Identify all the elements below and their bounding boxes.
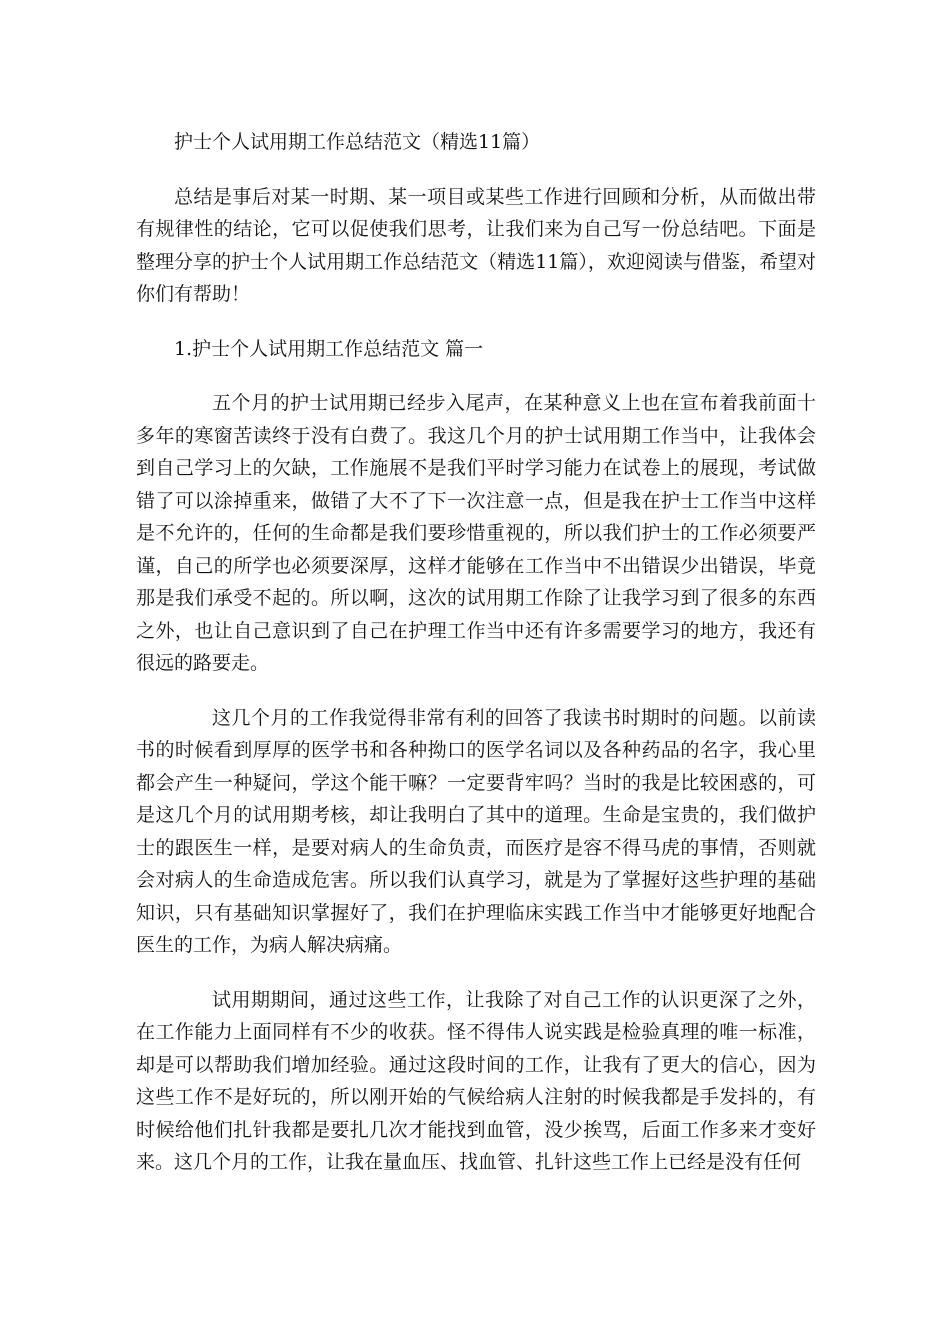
- document-title: 护士个人试用期工作总结范文（精选11篇）: [174, 131, 541, 153]
- body-paragraph-1: 五个月的护士试用期已经步入尾声，在某种意义上也在宣布着我前面十多年的寒窗苦读终于没有白费了。我这几个月的护士试用期工作当中，让我体会到自己学习上的欠缺，工作施展不是我们平时学习能力在试卷上的展现，考试做错了可以涂掉重来，做错了大不了下一次注意一点，但是我在护士工作当中这样是不允许的，任何的生命都是我们要珍惜重视的，所以我们护士的工作必须要严谨，自己的所学也必须要深厚，这样才能够在工作当中不出错误少出错误，毕竟那是我们承受不起的。所以啊，这次的试用期工作除了让我学习到了很多的东西之外，也让自己意识到了自己在护理工作当中还有许多需要学习的地方，我还有很远的路要走。: [136, 392, 816, 674]
- intro-paragraph: 总结是事后对某一时期、某一项目或某些工作进行回顾和分析，从而做出带有规律性的结论，它可以促使我们思考，让我们来为自己写一份总结吧。下面是整理分享的护士个人试用期工作总结范文（精选11篇），欢迎阅读与借鉴，希望对你们有帮助！: [136, 185, 816, 305]
- document-page: [136, 126, 816, 1201]
- body-paragraph-2: 这几个月的工作我觉得非常有利的回答了我读书时期时的问题。以前读书的时候看到厚厚的医学书和各种拗口的医学名词以及各种药品的名字，我心里都会产生一种疑问，学这个能干嘛？一定要背牢吗？当时的我是比较困惑的，可是这几个月的试用期考核，却让我明白了其中的道理。生命是宝贵的，我们做护士的跟医生一样，是要对病人的生命负责，而医疗是容不得马虎的事情，否则就会对病人的生命造成危害。所以我们认真学习，就是为了掌握好这些护理的基础知识，只有基础知识掌握好了，我们在护理临床实践工作当中才能够更好地配合医生的工作，为病人解决病痛。: [136, 706, 816, 956]
- body-paragraph-3: 试用期期间，通过这些工作，让我除了对自己工作的认识更深了之外，在工作能力上面同样有不少的收获。怪不得伟人说实践是检验真理的唯一标准，却是可以帮助我们增加经验。通过这段时间的工作，让我有了更大的信心，因为这些工作不是好玩的，所以刚开始的气候给病人注射的时候我都是手发抖的，有时候给他们扎针我都是要扎几次才能找到血管，没少挨骂，后面工作多来才变好来。这几个月的工作，让我在量血压、找血管、扎针这些工作上已经是没有任何: [136, 988, 816, 1173]
- section-heading: 1.护士个人试用期工作总结范文 篇一: [174, 337, 484, 360]
